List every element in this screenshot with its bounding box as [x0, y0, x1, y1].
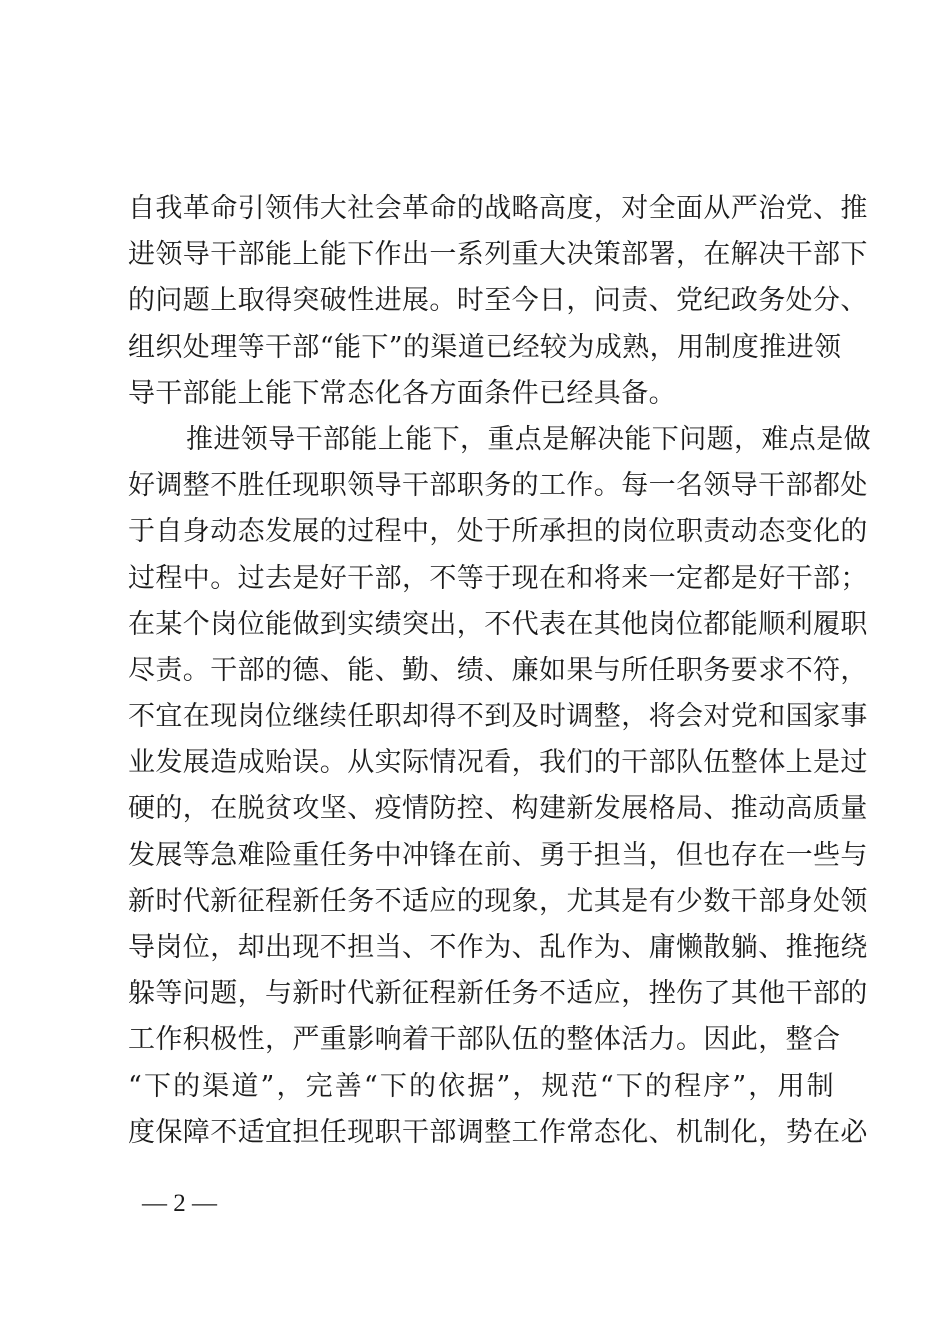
- text-line: 度保障不适宜担任现职干部调整工作常态化、机制化，势在必: [128, 1116, 868, 1148]
- text-line: 进领导干部能上能下作出一系列重大决策部署，在解决干部下: [128, 239, 868, 271]
- text-line: 尽责。干部的德、能、勤、绩、廉如果与所任职务要求不符，: [128, 654, 868, 686]
- text-line: “下的渠道”，完善“下的依据”，规范“下的程序”，用制: [128, 1070, 834, 1102]
- paragraph-main: [128, 417, 871, 1156]
- text-line: 导干部能上能下常态化各方面条件已经具备。: [128, 377, 676, 409]
- text-line: 过程中。过去是好干部，不等于现在和将来一定都是好干部；: [128, 562, 868, 594]
- text-line: 自我革命引领伟大社会革命的战略高度，对全面从严治党、推: [128, 193, 868, 224]
- text-line: 在某个岗位能做到实绩突出，不代表在其他岗位都能顺利履职: [128, 608, 868, 640]
- text-line: 不宜在现岗位继续任职却得不到及时调整，将会对党和国家事: [128, 701, 868, 733]
- text-line: 新时代新征程新任务不适应的现象，尤其是有少数干部身处领: [128, 885, 868, 917]
- text-line: 导岗位，却出现不担当、不作为、乱作为、庸懒散躺、推拖绕: [128, 932, 868, 963]
- document-body: [128, 186, 871, 1156]
- page-number: — 2 —: [142, 1190, 217, 1217]
- text-line: 于自身动态发展的过程中，处于所承担的岗位职责动态变化的: [128, 516, 868, 548]
- text-line: 的问题上取得突破性进展。时至今日，问责、党纪政务处分、: [128, 285, 868, 317]
- text-line: 工作积极性，严重影响着干部队伍的整体活力。因此，整合: [128, 1024, 841, 1056]
- text-line: 组织处理等干部“能下”的渠道已经较为成熟，用制度推进领: [128, 331, 842, 363]
- paragraph-continued: [128, 186, 868, 417]
- text-line: 硬的，在脱贫攻坚、疫情防控、构建新发展格局、推动高质量: [128, 793, 868, 825]
- text-line: 业发展造成贻误。从实际情况看，我们的干部队伍整体上是过: [128, 747, 868, 779]
- text-line: 推进领导干部能上能下，重点是解决能下问题，难点是做: [186, 423, 871, 455]
- text-line: 好调整不胜任现职领导干部职务的工作。每一名领导干部都处: [128, 470, 868, 502]
- text-line: 发展等急难险重任务中冲锋在前、勇于担当，但也存在一些与: [128, 839, 868, 871]
- text-line: 躲等问题，与新时代新征程新任务不适应，挫伤了其他干部的: [128, 978, 868, 1010]
